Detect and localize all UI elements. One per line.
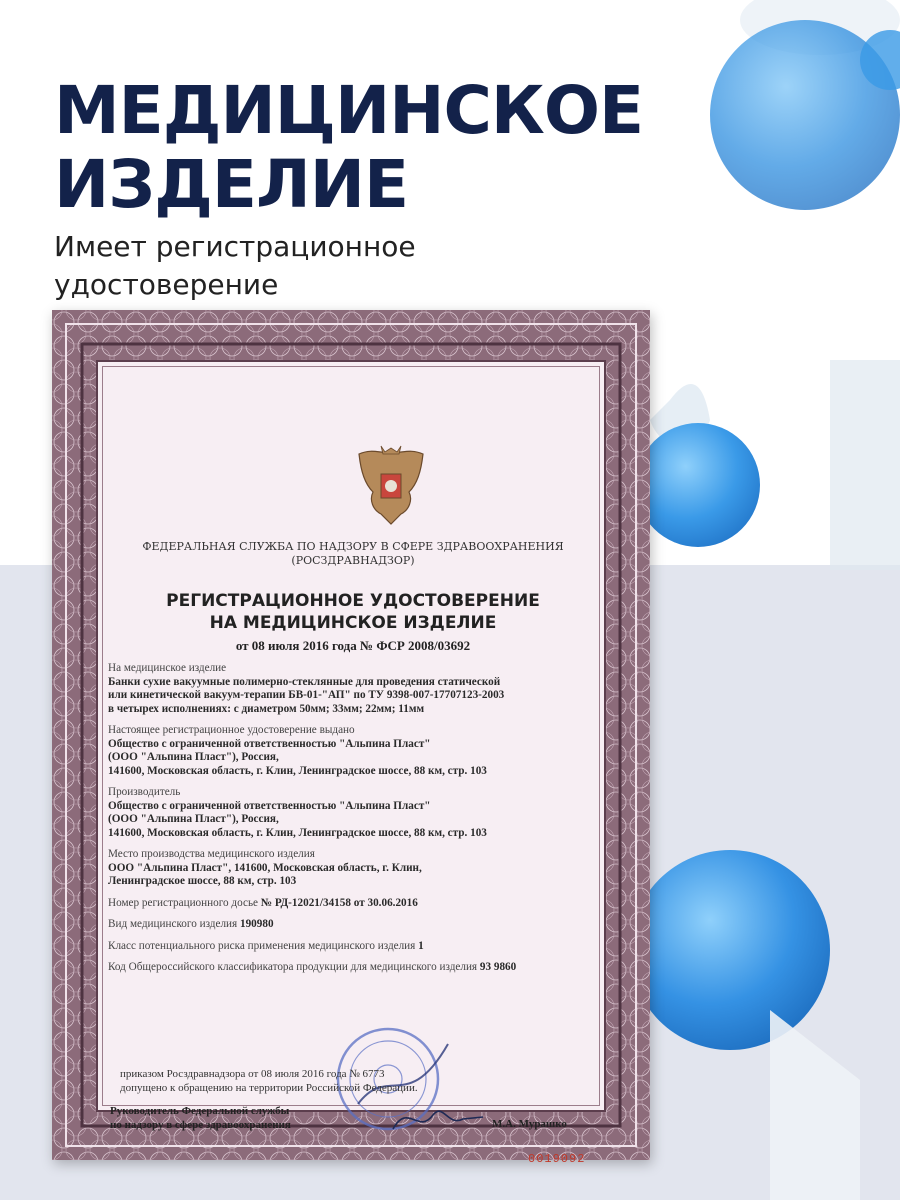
manufacturer-section <box>108 786 598 840</box>
production-place-line-2: Ленинградское шоссе, 88 км, стр. 103 <box>108 875 297 887</box>
order-text <box>120 1067 560 1095</box>
risk-label: Класс потенциального риска применения медицинского изделия <box>108 939 416 952</box>
signatory-line-1: Руководитель Федеральной службы <box>110 1105 290 1117</box>
signatory-line-2: по надзору в сфере здравоохранения <box>110 1119 291 1131</box>
headline <box>54 74 643 222</box>
production-place-line-1: ООО "Альпина Пласт", 141600, Московская область, г. Клин, <box>108 861 422 874</box>
certificate-details <box>108 662 598 983</box>
device-label: На медицинское изделие <box>108 662 227 674</box>
issued-label: Настоящее регистрационное удостоверение выдано <box>108 724 355 736</box>
device-line-2: или кинетической вакуум-терапии БВ-01-"АП" по ТУ 9398-007-17707123-2003 <box>108 689 505 701</box>
dossier-row <box>108 897 598 911</box>
subtitle-line-2: удостоверение <box>54 268 279 301</box>
manufacturer-line-3: 141600, Московская область, г. Клин, Ленинградское шоссе, 88 км, стр. 103 <box>108 826 487 839</box>
agency-name <box>98 540 608 568</box>
order-line-2: допущено к обращению на территории Российской Федерации. <box>120 1082 418 1094</box>
vacuum-cup-top-image <box>700 0 900 230</box>
agency-line-2: (РОСЗДРАВНАДЗОР) <box>291 554 415 567</box>
production-place-section <box>108 848 598 889</box>
okp-row <box>108 961 598 975</box>
subtitle-line-1: Имеет регистрационное <box>54 230 416 263</box>
serial-number: 0019092 <box>528 1152 586 1166</box>
okp-value: 93 9860 <box>479 961 517 973</box>
production-place-label: Место производства медицинского изделия <box>108 848 315 860</box>
okp-label: Код Общероссийского классификатора продукции для медицинского изделия <box>108 961 478 973</box>
signature-icon <box>388 1097 488 1137</box>
subtitle <box>54 228 416 304</box>
headline-line-2: ИЗДЕЛИЕ <box>54 146 409 223</box>
headline-line-1: МЕДИЦИНСКОЕ <box>54 72 644 149</box>
registration-certificate <box>52 310 650 1166</box>
issued-line-3: 141600, Московская область, г. Клин, Ленинградское шоссе, 88 км, стр. 103 <box>108 764 487 777</box>
order-line-1: приказом Росздравнадзора от 08 июля 2016 года № 6773 <box>120 1068 385 1080</box>
title-line-1: РЕГИСТРАЦИОННОЕ УДОСТОВЕРЕНИЕ <box>166 591 540 611</box>
issued-line-2: (ООО "Альпина Пласт"), Россия, <box>108 751 279 763</box>
signatory-name: М.А. Мурашко <box>492 1118 567 1130</box>
manufacturer-label: Производитель <box>108 786 181 798</box>
date-and-number: от 08 июля 2016 года № ФСР 2008/03692 <box>235 638 471 653</box>
agency-line-1: ФЕДЕРАЛЬНАЯ СЛУЖБА ПО НАДЗОРУ В СФЕРЕ ЗДРАВООХРАНЕНИЯ <box>142 540 564 553</box>
device-line-1: Банки сухие вакуумные полимерно-стеклянные для проведения статической <box>108 675 501 688</box>
kind-row <box>108 918 598 932</box>
vacuum-cup-bottom-image <box>630 840 900 1200</box>
certificate-title <box>98 590 608 634</box>
issued-line-1: Общество с ограниченной ответственностью "Альпина Пласт" <box>108 737 431 750</box>
risk-value: 1 <box>418 939 424 952</box>
dossier-value: № РД-12021/34158 от 30.06.2016 <box>260 896 418 909</box>
coat-of-arms-icon <box>351 444 431 528</box>
manufacturer-line-2: (ООО "Альпина Пласт"), Россия, <box>108 813 279 825</box>
device-section <box>108 662 598 716</box>
certificate-body <box>96 360 606 1166</box>
risk-row <box>108 940 598 954</box>
signatory-title <box>110 1104 370 1132</box>
issued-section <box>108 724 598 778</box>
kind-value: 190980 <box>239 918 274 930</box>
device-line-3: в четырех исполнениях: с диаметром 50мм; 33мм; 22мм; 11мм <box>108 702 425 715</box>
dossier-label: Номер регистрационного досье <box>108 896 259 909</box>
vacuum-cup-middle-image <box>640 360 900 580</box>
title-line-2: НА МЕДИЦИНСКОЕ ИЗДЕЛИЕ <box>209 613 497 633</box>
kind-label: Вид медицинского изделия <box>108 918 238 930</box>
manufacturer-line-1: Общество с ограниченной ответственностью "Альпина Пласт" <box>108 799 431 812</box>
